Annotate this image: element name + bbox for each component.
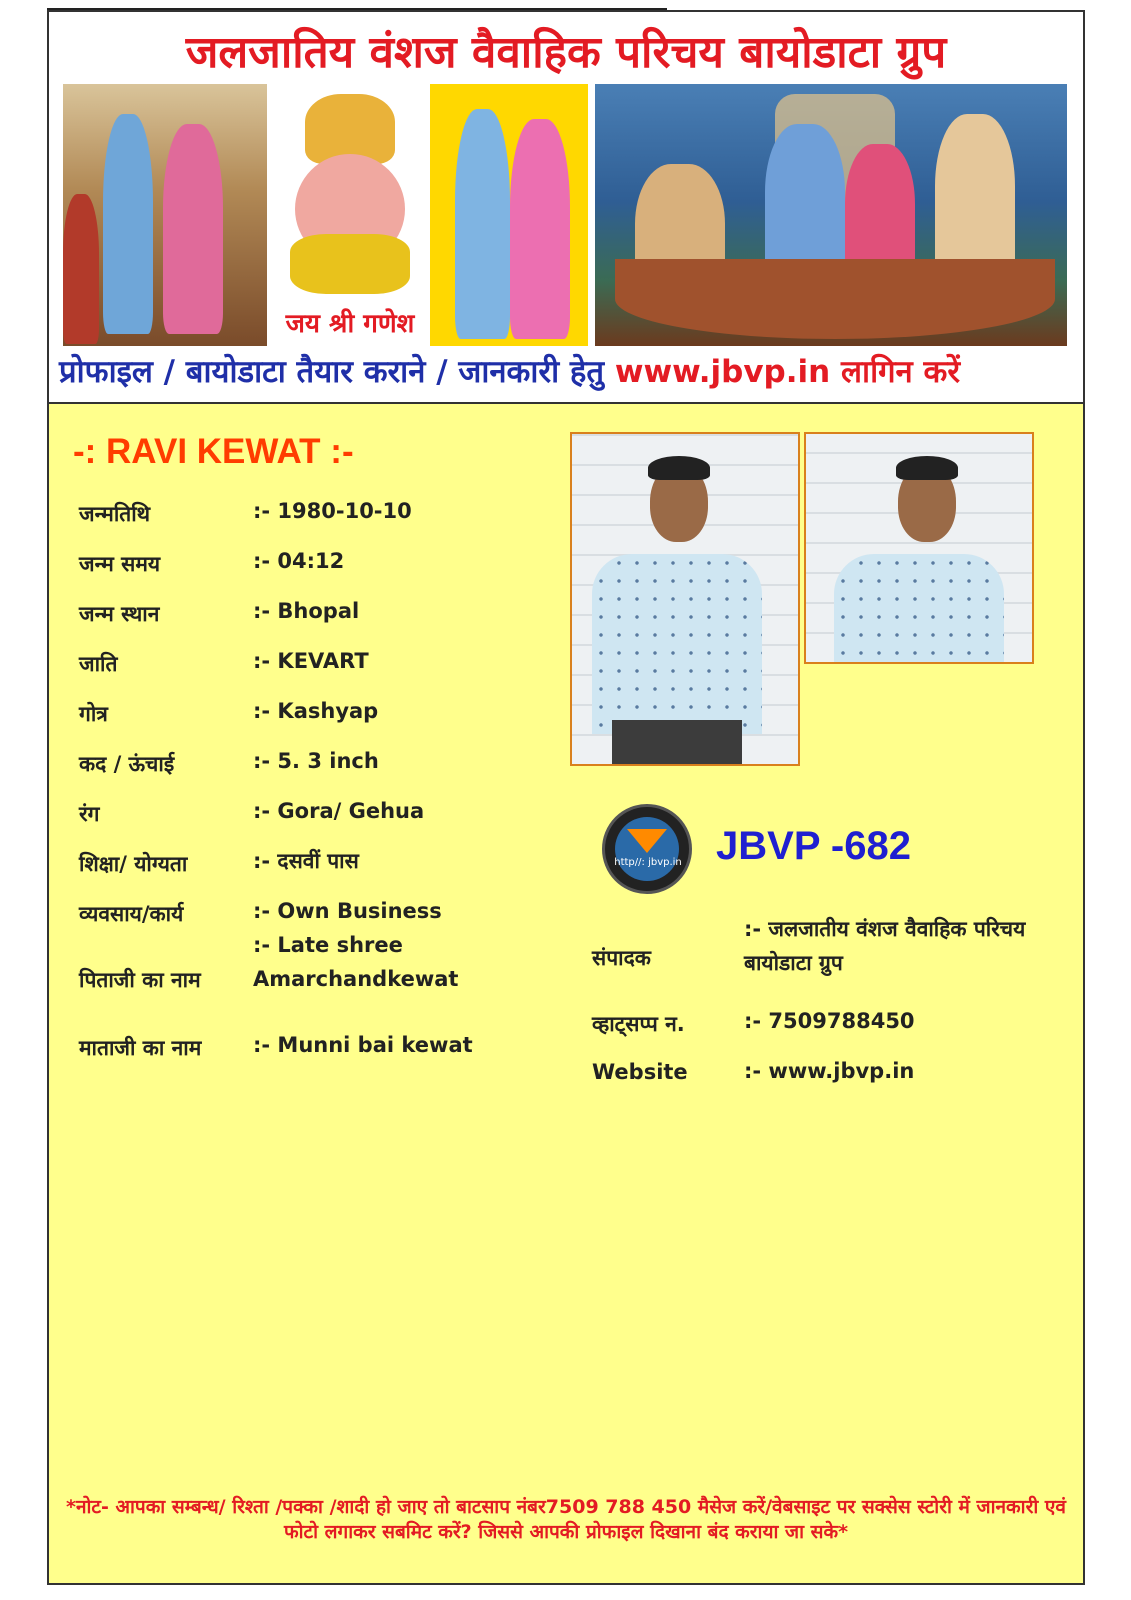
detail-value: :- 1980-10-10 (253, 499, 412, 523)
jbvp-logo (602, 804, 692, 894)
detail-label: जाति (79, 652, 118, 676)
detail-value: :- Gora/ Gehua (253, 799, 425, 823)
detail-value: :- 04:12 (253, 549, 345, 573)
banner-website-link[interactable]: www.jbvp.in (614, 354, 831, 390)
detail-value: :- Bhopal (253, 599, 360, 623)
banner-login-text: लागिन करें (830, 354, 961, 390)
logo-url-text: http//: jbvp.in (614, 857, 682, 868)
detail-label: शिक्षा/ योग्यता (79, 852, 188, 876)
profile-name: -: RAVI KEWAT :- (73, 432, 354, 471)
detail-label: गोत्र (79, 702, 108, 726)
detail-value: :- Late shree Amarchandkewat (253, 933, 459, 991)
contact-value: :- जलजातीय वंशज वैवाहिक परिचय बायोडाटा ग्रुप (744, 917, 1026, 975)
detail-value: :- Munni bai kewat (253, 1033, 473, 1057)
contact-value[interactable]: :- www.jbvp.in (744, 1059, 915, 1083)
detail-label: पिताजी का नाम (79, 968, 201, 992)
ram-sita-image (63, 84, 267, 346)
banner-title: जलजातिय वंशज वैवाहिक परिचय बायोडाटा ग्रुप (185, 27, 947, 78)
detail-label: माताजी का नाम (79, 1036, 202, 1060)
profile-photo-large (570, 432, 800, 766)
detail-label: जन्म स्थान (79, 602, 160, 626)
detail-value: :- 5. 3 inch (253, 749, 379, 773)
footer-note: *नोट- आपका सम्बन्ध/ रिश्ता /पक्का /शादी हो जाए तो बाटसाप नंबर7509 788 450 मैसेज करें/वेबसाइट पर सक्सेस स्टोरी में जानकारी एवं फोटो लगाकर सबमिट करें? जिससे आपकी प्रोफाइल दिखाना बंद कराया जा सके* (66, 1496, 1066, 1543)
banner-subtitle (59, 350, 1073, 392)
detail-value: :- KEVART (253, 649, 369, 673)
profile-photo-small (804, 432, 1034, 664)
banner-header (49, 12, 1083, 404)
boat-scene-image (595, 84, 1067, 346)
ram-sita-yellow-image (430, 84, 588, 346)
detail-label: जन्म समय (79, 552, 161, 576)
biodata-sheet (47, 10, 1085, 1585)
ganesh-caption: जय श्री गणेश (285, 309, 415, 339)
contact-label: Website (592, 1060, 688, 1084)
detail-label: जन्मतिथि (79, 502, 151, 526)
detail-label: कद / ऊंचाई (79, 752, 175, 776)
banner-subtitle-text: प्रोफाइल / बायोडाटा तैयार कराने / जानकारी हेतु (59, 354, 615, 390)
contact-label: संपादक (592, 946, 651, 970)
detail-value: :- दसवीं पास (253, 849, 359, 873)
profile-code: JBVP -682 (716, 824, 911, 868)
contact-label: व्हाट्सप्प न. (592, 1012, 685, 1036)
banner-images (63, 84, 1067, 346)
contact-value: :- 7509788450 (744, 1009, 915, 1033)
detail-label: रंग (79, 802, 100, 826)
detail-value: :- Own Business (253, 899, 442, 923)
detail-label: व्यवसाय/कार्य (79, 902, 184, 926)
detail-value: :- Kashyap (253, 699, 379, 723)
